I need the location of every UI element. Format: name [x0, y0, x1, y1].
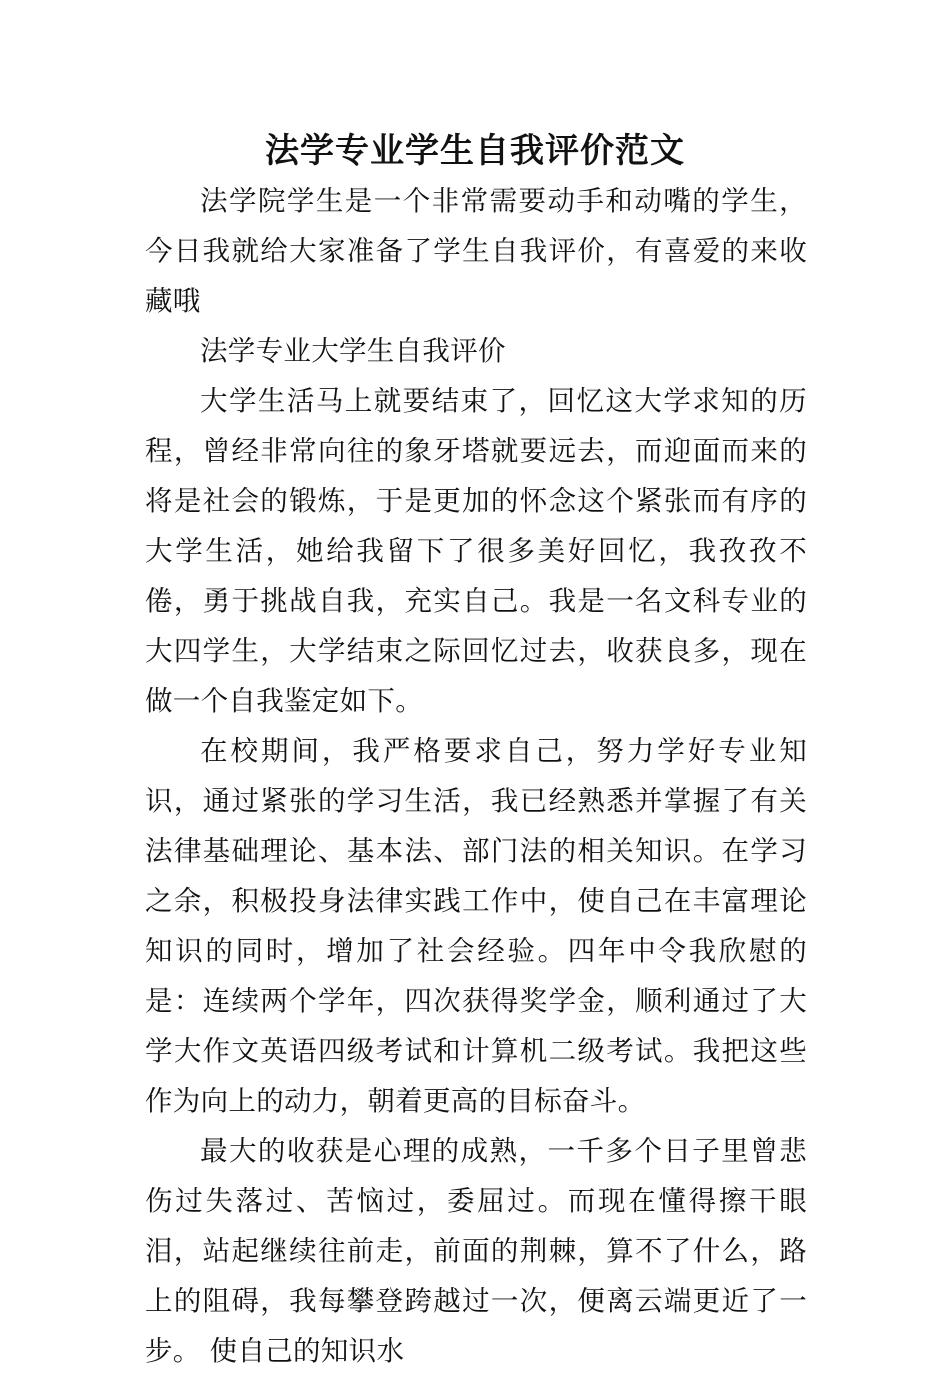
paragraph-school-period: 在校期间，我严格要求自己，努力学好专业知识，通过紧张的学习生活，我已经熟悉并掌握了有关法律基础理论、基本法、部门法的相关知识。在学习之余，积极投身法律实践工作中，使自己在丰富理论知识的同时，增加了社会经验。四年中令我欣慰的是：连续两个学年，四次获得奖学金，顺利通过了大学大作文英语四级考试和计算机二级考试。我把这些作为向上的动力，朝着更高的目标奋斗。 — [145, 735, 807, 1117]
document-body — [145, 176, 807, 1376]
paragraph-growth: 最大的收获是心理的成熟，一千多个日子里曾悲伤过失落过、苦恼过，委屈过。而现在懂得擦干眼泪，站起继续往前走，前面的荆棘，算不了什么，路上的阻碍，我每攀登跨越过一次，便离云端更近了一步。 使自己的知识水 — [145, 1135, 807, 1367]
document-title: 法学专业学生自我评价范文 — [265, 131, 685, 171]
paragraph-subheading: 法学专业大学生自我评价 — [200, 335, 506, 367]
paragraph-reflection: 大学生活马上就要结束了，回忆这大学求知的历程，曾经非常向往的象牙塔就要远去，而迎面而来的将是社会的锻炼，于是更加的怀念这个紧张而有序的大学生活，她给我留下了很多美好回忆，我孜孜不倦，勇于挑战自我，充实自己。我是一名文科专业的大四学生，大学结束之际回忆过去，收获良多，现在做一个自我鉴定如下。 — [145, 385, 807, 717]
paragraph-intro: 法学院学生是一个非常需要动手和动嘴的学生，今日我就给大家准备了学生自我评价，有喜爱的来收藏哦 — [145, 185, 807, 317]
